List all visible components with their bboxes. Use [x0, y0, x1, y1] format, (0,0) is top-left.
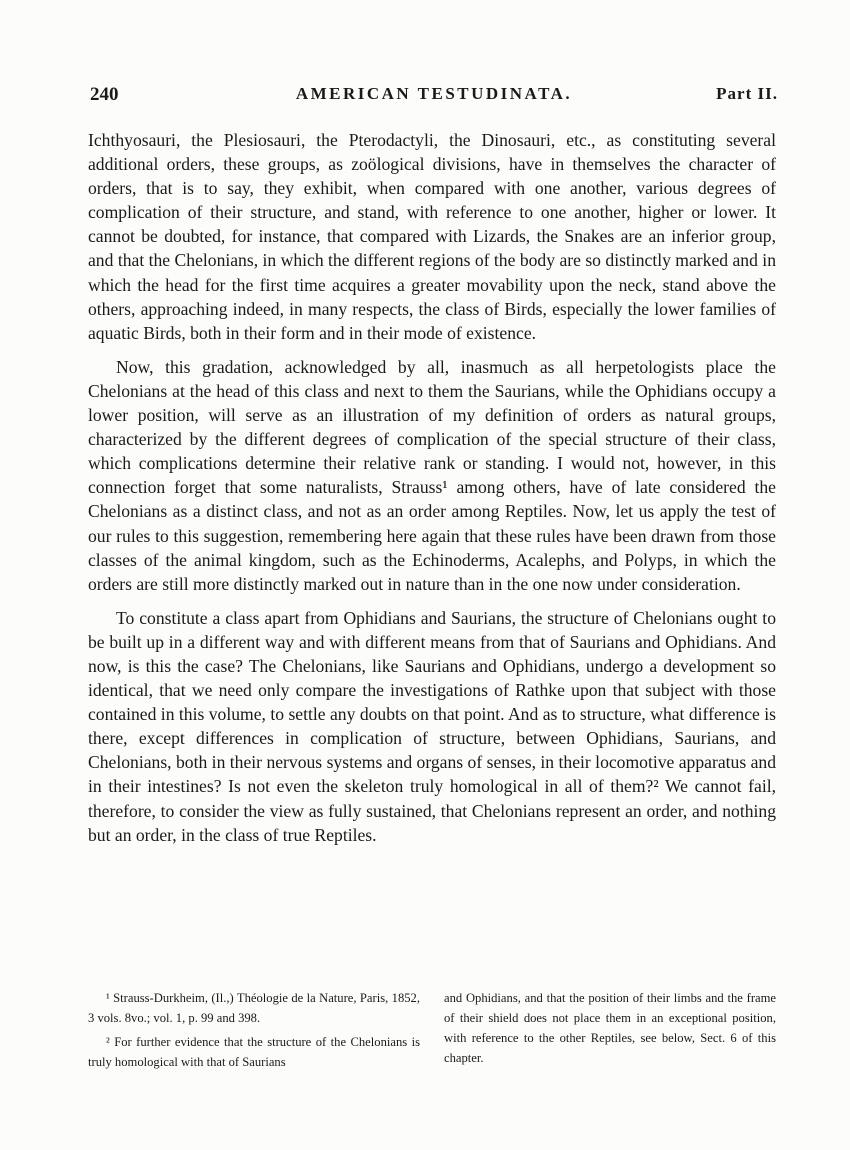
footnote-2-start: ² For further evidence that the structure of the Chelonians is truly homological with that of Saurians [88, 1035, 420, 1069]
footnotes [88, 988, 776, 1072]
page-number: 240 [90, 84, 119, 105]
footnotes-left-column [88, 988, 420, 1072]
part-label: Part II. [716, 84, 778, 103]
footnotes-right-column [444, 988, 776, 1072]
footnote-2-continued: and Ophidians, and that the position of their limbs and the frame of their shield does not place them in an exceptional position, with reference to the other Reptiles, see below, Sect. 6 of this chapter. [444, 991, 776, 1065]
body-text [88, 128, 776, 847]
footnote-1: ¹ Strauss-Durkheim, (Il.,) Théologie de la Nature, Paris, 1852, 3 vols. 8vo.; vol. 1, p. 99 and 398. [88, 991, 420, 1025]
page-header [90, 84, 778, 112]
running-title: AMERICAN TESTUDINATA. [295, 84, 573, 103]
paragraph-class-apart: To constitute a class apart from Ophidians and Saurians, the structure of Chelonians ought to be built up in a different way and with different means from that of Saurians and Ophidians. And now, is this the case? The Chelonians, like Saurians and Ophidians, undergo a development so identical, that we need only compare the investigations of Rathke upon that subject with those contained in this volume, to settle any doubts on that point. And as to structure, what difference is there, except differences in complication of structure, between Ophidians, Saurians, and Chelonians, both in their nervous systems and organs of senses, in their locomotive apparatus and in their intestines? Is not even the skeleton truly homological in all of them?² We cannot fail, therefore, to consider the view as fully sustained, that Chelonians represent an order, and nothing but an order, in the class of true Reptiles. [88, 607, 776, 845]
paragraph-gradation: Now, this gradation, acknowledged by all, inasmuch as all herpetologists place the Chelonians at the head of this class and next to them the Saurians, while the Ophidians occupy a lower position, will serve as an illustration of my definition of orders as natural groups, characterized by the different degrees of complication of the special structure of their class, which complications determine their relative rank or standing. I would not, however, in this connection forget that some naturalists, Strauss¹ among others, have of late considered the Chelonians as a distinct class, and not as an order among Reptiles. Now, let us apply the test of our rules to this suggestion, remembering here again that these rules have been drawn from those classes of the animal kingdom, such as the Echinoderms, Acalephs, and Polyps, in which the orders are still more distinctly marked out in nature than in the one now under consideration. [88, 356, 776, 594]
paragraph-continued: Ichthyosauri, the Plesiosauri, the Pterodactyli, the Dinosauri, etc., as constituting several additional orders, these groups, as zoölogical divisions, have in themselves the character of orders, that is to say, they exhibit, when compared with one another, various degrees of complication of their structure, and stand, with reference to one another, higher or lower. It cannot be doubted, for instance, that compared with Lizards, the Snakes are an inferior group, and that the Chelonians, in which the different regions of the body are so distinctly marked and in which the head for the first time acquires a greater movability upon the neck, stand above the others, approaching indeed, in many respects, the class of Birds, especially the lower families of aquatic Birds, both in their form and in their mode of existence. [88, 130, 776, 343]
